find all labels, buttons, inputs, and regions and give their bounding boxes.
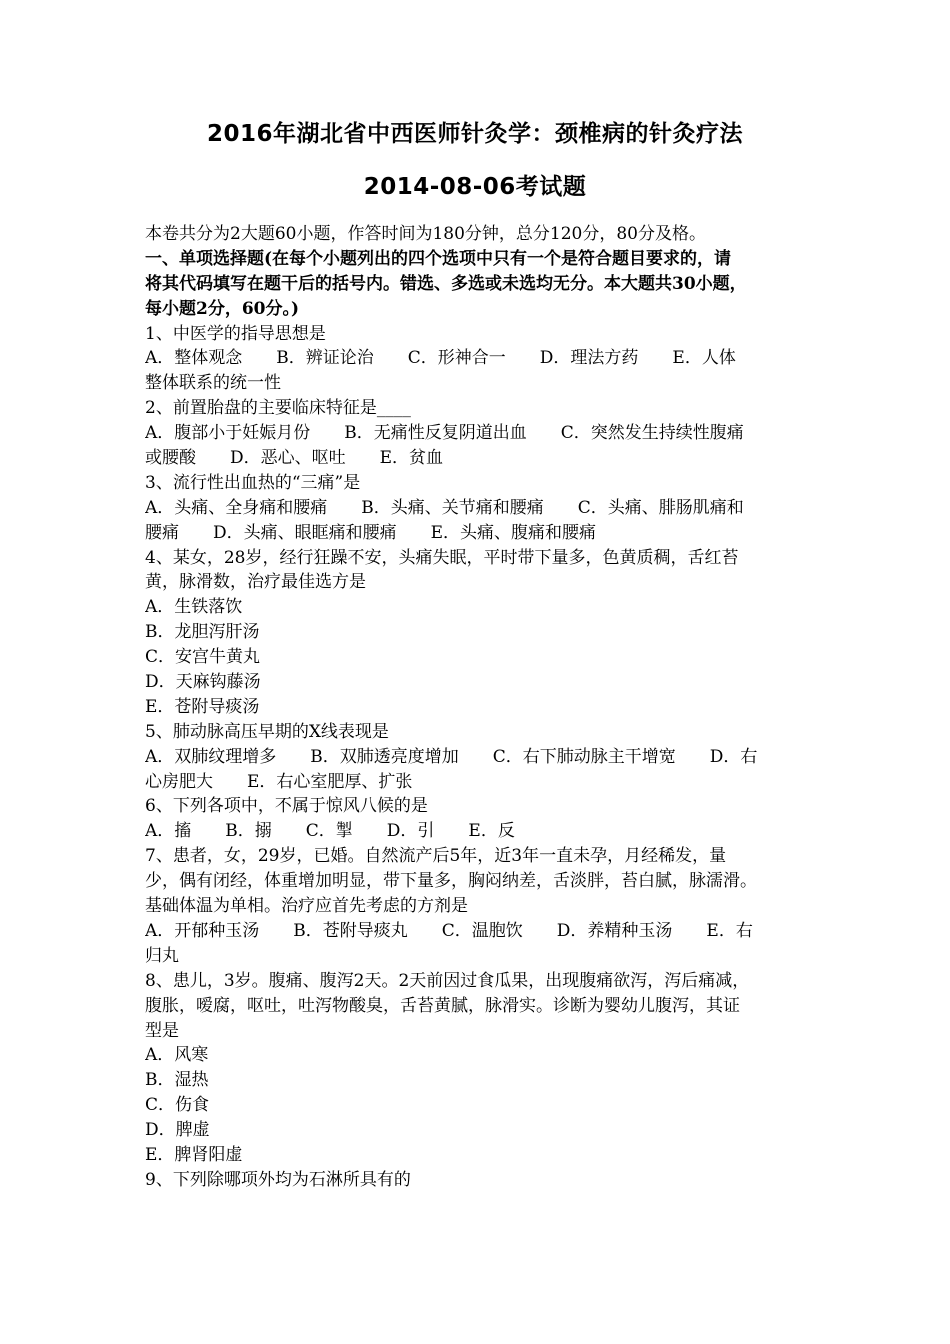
question-stem: 9、下列除哪项外均为石淋所具有的 <box>145 1169 411 1190</box>
question-option: E．脾肾阳虚 <box>145 1144 243 1165</box>
question-options: 整体联系的统一性 <box>145 373 281 394</box>
question-stem: 腹胀，嗳腐，呕吐，吐泻物酸臭，舌苔黄腻，脉滑实。诊断为婴幼儿腹泻，其证 <box>145 995 740 1016</box>
question-stem: 基础体温为单相。治疗应首先考虑的方剂是 <box>145 896 468 917</box>
document-subtitle: 2014-08-06考试题 <box>363 174 587 200</box>
question-option: D．脾虚 <box>145 1120 210 1141</box>
document-title: 2016年湖北省中西医师针灸学：颈椎病的针灸疗法 <box>206 121 743 147</box>
question-options: A．开郁种玉汤 B．苍附导痰丸 C．温胞饮 D．养精种玉汤 E．右 <box>145 920 753 941</box>
question-stem: 型是 <box>145 1020 179 1041</box>
question-option: A．风寒 <box>145 1045 209 1066</box>
question-option: B．龙胆泻肝汤 <box>145 622 260 643</box>
question-stem: 3、流行性出血热的“三痛”是 <box>145 472 361 493</box>
question-options: A．腹部小于妊娠月份 B．无痛性反复阴道出血 C．突然发生持续性腹痛 <box>145 423 744 444</box>
question-stem: 少，偶有闭经，体重增加明显，带下量多，胸闷纳差，舌淡胖，苔白腻，脉濡滑。 <box>145 871 757 892</box>
question-option: D．天麻钩藤汤 <box>145 672 261 693</box>
question-stem: 1、中医学的指导思想是 <box>145 323 326 344</box>
question-option: C．安宫牛黄丸 <box>145 647 261 668</box>
question-stem: 7、患者，女，29岁，已婚。自然流产后5年，近3年一直未孕，月经稀发，量 <box>145 846 727 867</box>
question-option: A．生铁落饮 <box>145 597 243 618</box>
question-stem: 黄，脉滑数，治疗最佳选方是 <box>145 572 366 593</box>
question-stem: 8、患儿，3岁。腹痛、腹泻2天。2天前因过食瓜果，出现腹痛欲泻，泻后痛减， <box>145 970 750 991</box>
question-options: 心房肥大 E．右心室肥厚、扩张 <box>145 771 413 792</box>
question-options: A．整体观念 B．辨证论治 C．形神合一 D．理法方药 E．人体 <box>145 348 736 369</box>
question-stem: 5、肺动脉高压早期的X线表现是 <box>145 721 389 742</box>
exam-intro: 本卷共分为2大题60小题，作答时间为180分钟，总分120分，80分及格。 <box>145 224 706 244</box>
question-options: 归丸 <box>145 945 179 966</box>
question-option: C．伤食 <box>145 1095 210 1116</box>
question-stem: 2、前置胎盘的主要临床特征是____ <box>145 398 411 419</box>
section-heading-line: 一、单项选择题(在每个小题列出的四个选项中只有一个是符合题目要求的，请 <box>145 248 732 269</box>
question-options: A．搐 B．搦 C．掣 D．引 E．反 <box>145 821 515 842</box>
document-body <box>145 222 815 1193</box>
question-options: 或腰酸 D．恶心、呕吐 E．贫血 <box>145 448 444 469</box>
question-options: A．双肺纹理增多 B．双肺透亮度增加 C．右下肺动脉主干增宽 D．右 <box>145 746 758 767</box>
question-stem: 6、下列各项中，不属于惊风八候的是 <box>145 796 428 817</box>
question-options: A．头痛、全身痛和腰痛 B．头痛、关节痛和腰痛 C．头痛、腓肠肌痛和 <box>145 497 744 518</box>
question-option: E．苍附导痰汤 <box>145 696 260 717</box>
question-options: 腰痛 D．头痛、眼眶痛和腰痛 E．头痛、腹痛和腰痛 <box>145 522 597 543</box>
section-heading-line: 每小题2分，60分。) <box>145 298 300 319</box>
question-stem: 4、某女，28岁，经行狂躁不安，头痛失眠，平时带下量多，色黄质稠，舌红苔 <box>145 547 739 568</box>
section-heading-line: 将其代码填写在题干后的括号内。错选、多选或未选均无分。本大题共30小题， <box>145 273 747 294</box>
question-option: B．湿热 <box>145 1070 209 1091</box>
